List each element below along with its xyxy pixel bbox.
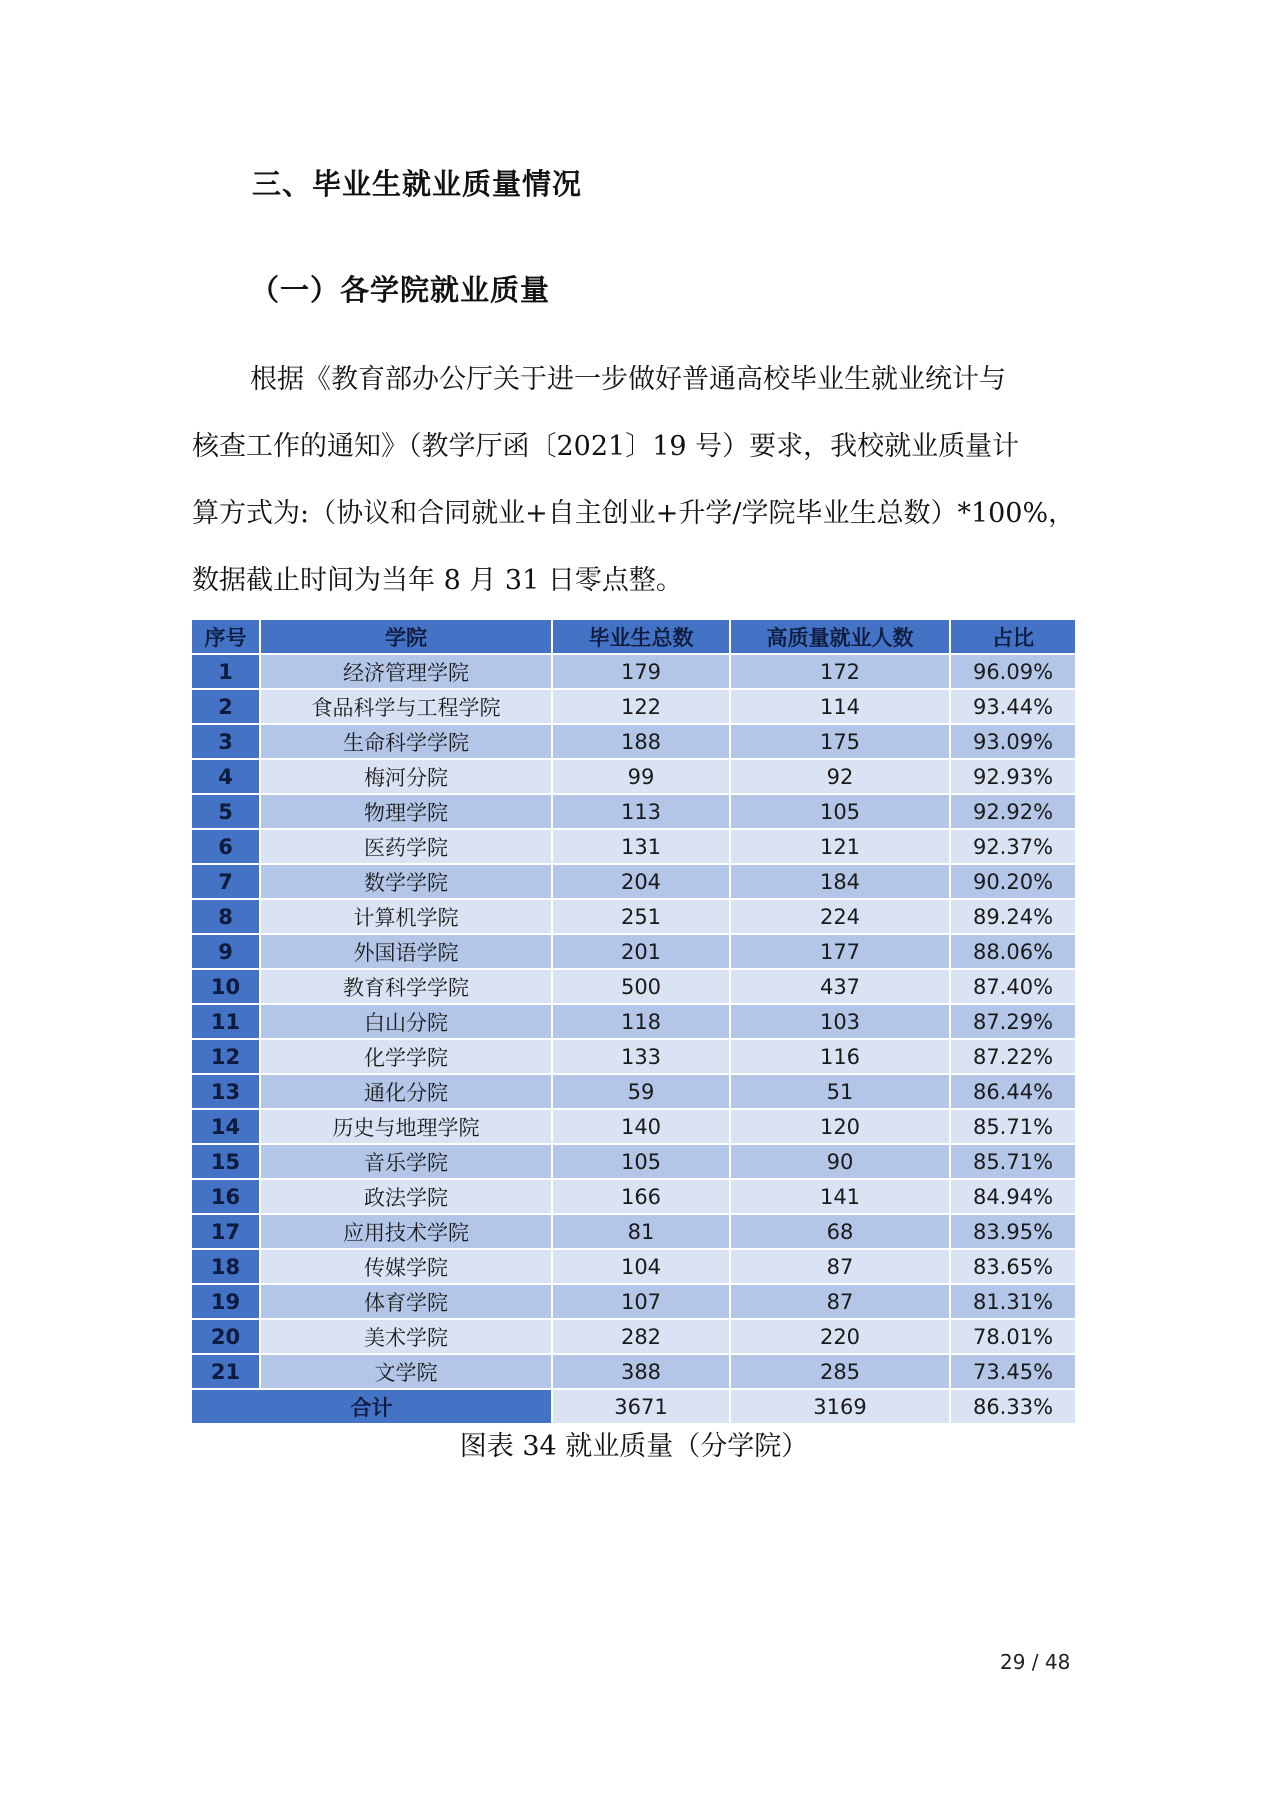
graduates-count: 201 <box>552 934 730 969</box>
graduates-count: 131 <box>552 829 730 864</box>
ratio: 85.71% <box>950 1109 1076 1144</box>
graduates-count: 99 <box>552 759 730 794</box>
total-graduates: 3671 <box>552 1389 730 1424</box>
table-row <box>192 759 1076 794</box>
row-index: 10 <box>192 969 260 1004</box>
table-row <box>192 1144 1076 1179</box>
high-quality-count: 141 <box>730 1179 950 1214</box>
table-row <box>192 1074 1076 1109</box>
graduates-count: 204 <box>552 864 730 899</box>
high-quality-count: 51 <box>730 1074 950 1109</box>
column-header-graduates: 毕业生总数 <box>552 620 730 654</box>
high-quality-count: 224 <box>730 899 950 934</box>
college-name: 生命科学学院 <box>260 724 552 759</box>
college-name: 数学学院 <box>260 864 552 899</box>
total-high-quality: 3169 <box>730 1389 950 1424</box>
graduates-count: 133 <box>552 1039 730 1074</box>
college-name: 食品科学与工程学院 <box>260 689 552 724</box>
table-row <box>192 1249 1076 1284</box>
ratio: 88.06% <box>950 934 1076 969</box>
ratio: 92.92% <box>950 794 1076 829</box>
graduates-count: 104 <box>552 1249 730 1284</box>
paragraph-line: 核查工作的通知》（教学厅函〔2021〕19 号）要求，我校就业质量计 <box>192 431 1020 462</box>
table-row <box>192 1109 1076 1144</box>
row-index: 13 <box>192 1074 260 1109</box>
college-name: 历史与地理学院 <box>260 1109 552 1144</box>
table-row <box>192 864 1076 899</box>
row-index: 21 <box>192 1354 260 1389</box>
graduates-count: 118 <box>552 1004 730 1039</box>
graduates-count: 500 <box>552 969 730 1004</box>
high-quality-count: 103 <box>730 1004 950 1039</box>
ratio: 92.93% <box>950 759 1076 794</box>
total-ratio: 86.33% <box>950 1389 1076 1424</box>
table-row <box>192 1319 1076 1354</box>
college-name: 物理学院 <box>260 794 552 829</box>
subsection-heading: （一）各学院就业质量 <box>250 273 551 307</box>
ratio: 92.37% <box>950 829 1076 864</box>
ratio: 87.40% <box>950 969 1076 1004</box>
table-header-row <box>192 620 1076 654</box>
table-body <box>192 654 1076 1389</box>
ratio: 87.29% <box>950 1004 1076 1039</box>
ratio: 81.31% <box>950 1284 1076 1319</box>
table-row <box>192 724 1076 759</box>
graduates-count: 59 <box>552 1074 730 1109</box>
high-quality-count: 184 <box>730 864 950 899</box>
row-index: 4 <box>192 759 260 794</box>
high-quality-count: 92 <box>730 759 950 794</box>
column-header-college: 学院 <box>260 620 552 654</box>
ratio: 85.71% <box>950 1144 1076 1179</box>
high-quality-count: 285 <box>730 1354 950 1389</box>
college-name: 音乐学院 <box>260 1144 552 1179</box>
table-row <box>192 969 1076 1004</box>
ratio: 96.09% <box>950 654 1076 689</box>
graduates-count: 113 <box>552 794 730 829</box>
high-quality-count: 116 <box>730 1039 950 1074</box>
column-header-index: 序号 <box>192 620 260 654</box>
college-name: 体育学院 <box>260 1284 552 1319</box>
college-name: 梅河分院 <box>260 759 552 794</box>
row-index: 15 <box>192 1144 260 1179</box>
table-row <box>192 829 1076 864</box>
row-index: 18 <box>192 1249 260 1284</box>
table-row <box>192 1039 1076 1074</box>
ratio: 93.09% <box>950 724 1076 759</box>
ratio: 90.20% <box>950 864 1076 899</box>
graduates-count: 282 <box>552 1319 730 1354</box>
ratio: 73.45% <box>950 1354 1076 1389</box>
row-index: 2 <box>192 689 260 724</box>
college-name: 应用技术学院 <box>260 1214 552 1249</box>
paragraph-line: 根据《教育部办公厅关于进一步做好普通高校毕业生就业统计与 <box>250 364 1006 395</box>
college-name: 医药学院 <box>260 829 552 864</box>
body-paragraph <box>192 346 1092 614</box>
high-quality-count: 114 <box>730 689 950 724</box>
ratio: 89.24% <box>950 899 1076 934</box>
table-row <box>192 1284 1076 1319</box>
row-index: 5 <box>192 794 260 829</box>
college-name: 传媒学院 <box>260 1249 552 1284</box>
row-index: 12 <box>192 1039 260 1074</box>
table-row <box>192 1179 1076 1214</box>
ratio: 87.22% <box>950 1039 1076 1074</box>
row-index: 17 <box>192 1214 260 1249</box>
row-index: 16 <box>192 1179 260 1214</box>
ratio: 86.44% <box>950 1074 1076 1109</box>
employment-quality-table <box>192 620 1077 1425</box>
page-number: 29 / 48 <box>1000 1650 1071 1674</box>
high-quality-count: 90 <box>730 1144 950 1179</box>
table-row <box>192 689 1076 724</box>
table-caption: 图表 34 就业质量（分学院） <box>459 1431 809 1462</box>
column-header-high-quality: 高质量就业人数 <box>730 620 950 654</box>
column-header-ratio: 占比 <box>950 620 1076 654</box>
college-name: 化学学院 <box>260 1039 552 1074</box>
row-index: 8 <box>192 899 260 934</box>
college-name: 经济管理学院 <box>260 654 552 689</box>
high-quality-count: 172 <box>730 654 950 689</box>
row-index: 19 <box>192 1284 260 1319</box>
row-index: 7 <box>192 864 260 899</box>
graduates-count: 388 <box>552 1354 730 1389</box>
graduates-count: 251 <box>552 899 730 934</box>
college-name: 教育科学学院 <box>260 969 552 1004</box>
row-index: 14 <box>192 1109 260 1144</box>
high-quality-count: 87 <box>730 1284 950 1319</box>
high-quality-count: 105 <box>730 794 950 829</box>
high-quality-count: 68 <box>730 1214 950 1249</box>
paragraph-line: 数据截止时间为当年 8 月 31 日零点整。 <box>192 565 683 596</box>
college-name: 文学院 <box>260 1354 552 1389</box>
graduates-count: 179 <box>552 654 730 689</box>
table-row <box>192 934 1076 969</box>
graduates-count: 140 <box>552 1109 730 1144</box>
table-row <box>192 1354 1076 1389</box>
high-quality-count: 437 <box>730 969 950 1004</box>
paragraph-line: 算方式为:（协议和合同就业+自主创业+升学/学院毕业生总数）*100%， <box>192 498 1076 529</box>
high-quality-count: 220 <box>730 1319 950 1354</box>
graduates-count: 166 <box>552 1179 730 1214</box>
row-index: 6 <box>192 829 260 864</box>
ratio: 78.01% <box>950 1319 1076 1354</box>
graduates-count: 188 <box>552 724 730 759</box>
college-name: 计算机学院 <box>260 899 552 934</box>
table-row <box>192 899 1076 934</box>
total-label: 合计 <box>192 1389 552 1424</box>
high-quality-count: 177 <box>730 934 950 969</box>
table-row <box>192 1004 1076 1039</box>
graduates-count: 105 <box>552 1144 730 1179</box>
row-index: 3 <box>192 724 260 759</box>
row-index: 9 <box>192 934 260 969</box>
high-quality-count: 87 <box>730 1249 950 1284</box>
table-row <box>192 654 1076 689</box>
section-heading: 三、毕业生就业质量情况 <box>252 167 583 201</box>
ratio: 93.44% <box>950 689 1076 724</box>
ratio: 84.94% <box>950 1179 1076 1214</box>
college-name: 通化分院 <box>260 1074 552 1109</box>
high-quality-count: 120 <box>730 1109 950 1144</box>
row-index: 11 <box>192 1004 260 1039</box>
college-name: 政法学院 <box>260 1179 552 1214</box>
table-row <box>192 794 1076 829</box>
graduates-count: 107 <box>552 1284 730 1319</box>
graduates-count: 122 <box>552 689 730 724</box>
table-total-row <box>192 1389 1076 1424</box>
row-index: 20 <box>192 1319 260 1354</box>
college-name: 白山分院 <box>260 1004 552 1039</box>
graduates-count: 81 <box>552 1214 730 1249</box>
high-quality-count: 175 <box>730 724 950 759</box>
college-name: 美术学院 <box>260 1319 552 1354</box>
table-row <box>192 1214 1076 1249</box>
ratio: 83.65% <box>950 1249 1076 1284</box>
high-quality-count: 121 <box>730 829 950 864</box>
ratio: 83.95% <box>950 1214 1076 1249</box>
college-name: 外国语学院 <box>260 934 552 969</box>
row-index: 1 <box>192 654 260 689</box>
